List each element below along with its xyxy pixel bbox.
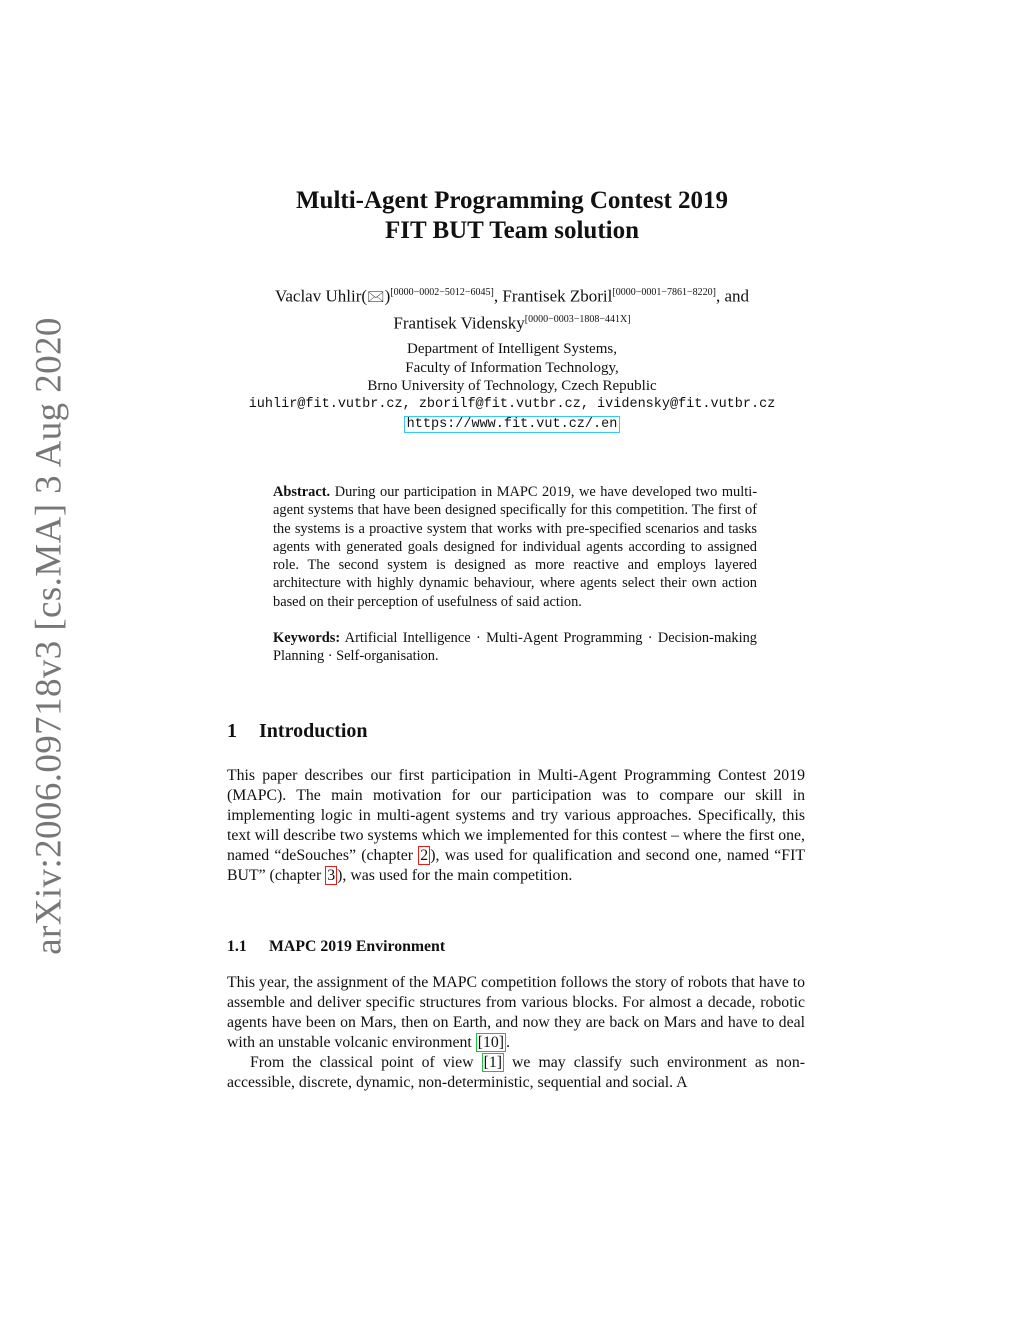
- chapter-3-link[interactable]: 3: [327, 867, 336, 884]
- paper-title: [0, 186, 1024, 246]
- env-text-2: From the classical point of view: [250, 1054, 482, 1071]
- envelope-icon: 🖂: [367, 289, 385, 306]
- introduction-paragraph: [227, 766, 805, 886]
- author-2-name: , Frantisek Zboril: [493, 286, 613, 306]
- author-separator: , and: [715, 286, 750, 306]
- abstract-label: Abstract.: [273, 484, 331, 500]
- affiliation-emails[interactable]: iuhlir@fit.vutbr.cz, zborilf@fit.vutbr.cz, ividensky@fit.vutbr.cz: [248, 396, 776, 412]
- author-1-orcid: [0000−0002−5012−6045]: [390, 287, 494, 298]
- intro-text-2: ), was used for qualification and second one, named “FIT BUT” (chapter: [227, 847, 805, 884]
- keywords-text: Artificial Intelligence · Multi-Agent Programming · Decision-making Planning · Self-organisation.: [273, 630, 757, 665]
- affiliation: [0, 340, 1024, 435]
- title-line-2: FIT BUT Team solution: [384, 217, 640, 244]
- env-text-1: This year, the assignment of the MAPC competition follows the story of robots that have to assemble and deliver specific structures from various blocks. For almost a decade, robotic agents have been on Mars, then on Earth, and now they are back on Mars and have to deal with an unstable volcanic environment: [227, 974, 805, 1051]
- arxiv-stamp-text: arXiv:2006.09718v3 [cs.MA] 3 Aug 2020: [28, 317, 70, 955]
- author-3-name: Frantisek Vidensky: [393, 313, 525, 333]
- citation-1-link[interactable]: [1]: [483, 1054, 502, 1071]
- affiliation-dept: Department of Intelligent Systems,: [407, 341, 617, 357]
- subsection-number: 1.1: [227, 938, 247, 955]
- author-line-2: [0, 309, 1024, 334]
- author-2-orcid: [0000−0001−7861−8220]: [612, 287, 716, 298]
- affiliation-faculty: Faculty of Information Technology,: [405, 359, 619, 376]
- intro-text-1: This paper describes our first participation in Multi-Agent Programming Contest 2019 (MAPC). The main motivation for our participation was to compare our skill in implementing logic in multi-agent systems and try various approaches. Specifically, this text will describe two systems which we implemented for this contest – where the first one, named “deSouches” (chapter: [227, 767, 805, 864]
- section-number: 1: [227, 720, 237, 742]
- section-heading-introduction: [227, 720, 368, 743]
- intro-text-3: ), was used for the main competition.: [337, 867, 573, 884]
- affiliation-url-link[interactable]: https://www.fit.vut.cz/.en: [404, 416, 621, 433]
- author-line-1: [0, 282, 1024, 309]
- env-text-1-end: .: [506, 1034, 511, 1051]
- environment-paragraph-1: [227, 973, 805, 1053]
- keywords-paragraph: [273, 629, 757, 666]
- author-list: [0, 282, 1024, 333]
- citation-10-link[interactable]: [10]: [477, 1034, 505, 1051]
- section-title: Introduction: [259, 720, 368, 742]
- abstract-text: During our participation in MAPC 2019, we have developed two multi-agent systems that have been designed specifically for this competition. The first of the systems is a proactive system that works with pre-specified scenarios and tasks agents with generated goals designed for individual agents according to assigned role. The second system is designed as more reactive and employs layered architecture with highly dynamic behaviour, where agents select their own action based on their perception of usefulness of said action.: [273, 484, 757, 610]
- keywords-label: Keywords:: [273, 630, 341, 647]
- author-3-orcid: [0000−0003−1808−441X]: [524, 313, 631, 325]
- subsection-title: MAPC 2019 Environment: [269, 938, 446, 955]
- environment-section-body: [227, 973, 805, 1093]
- subsection-heading-environment: [227, 938, 445, 956]
- title-line-1: Multi-Agent Programming Contest 2019: [295, 187, 729, 214]
- chapter-2-link[interactable]: 2: [420, 847, 429, 864]
- env-text-3: we may classify such environment as non-accessible, discrete, dynamic, non-deterministic, sequential and social. A: [227, 1054, 805, 1091]
- environment-paragraph-2: [227, 1053, 805, 1093]
- author-1-close: ): [384, 286, 391, 306]
- abstract-paragraph: [273, 483, 757, 611]
- abstract: [273, 483, 757, 666]
- author-1-name: Vaclav Uhlir(: [274, 286, 368, 306]
- affiliation-university: Brno University of Technology, Czech Republic: [367, 378, 657, 394]
